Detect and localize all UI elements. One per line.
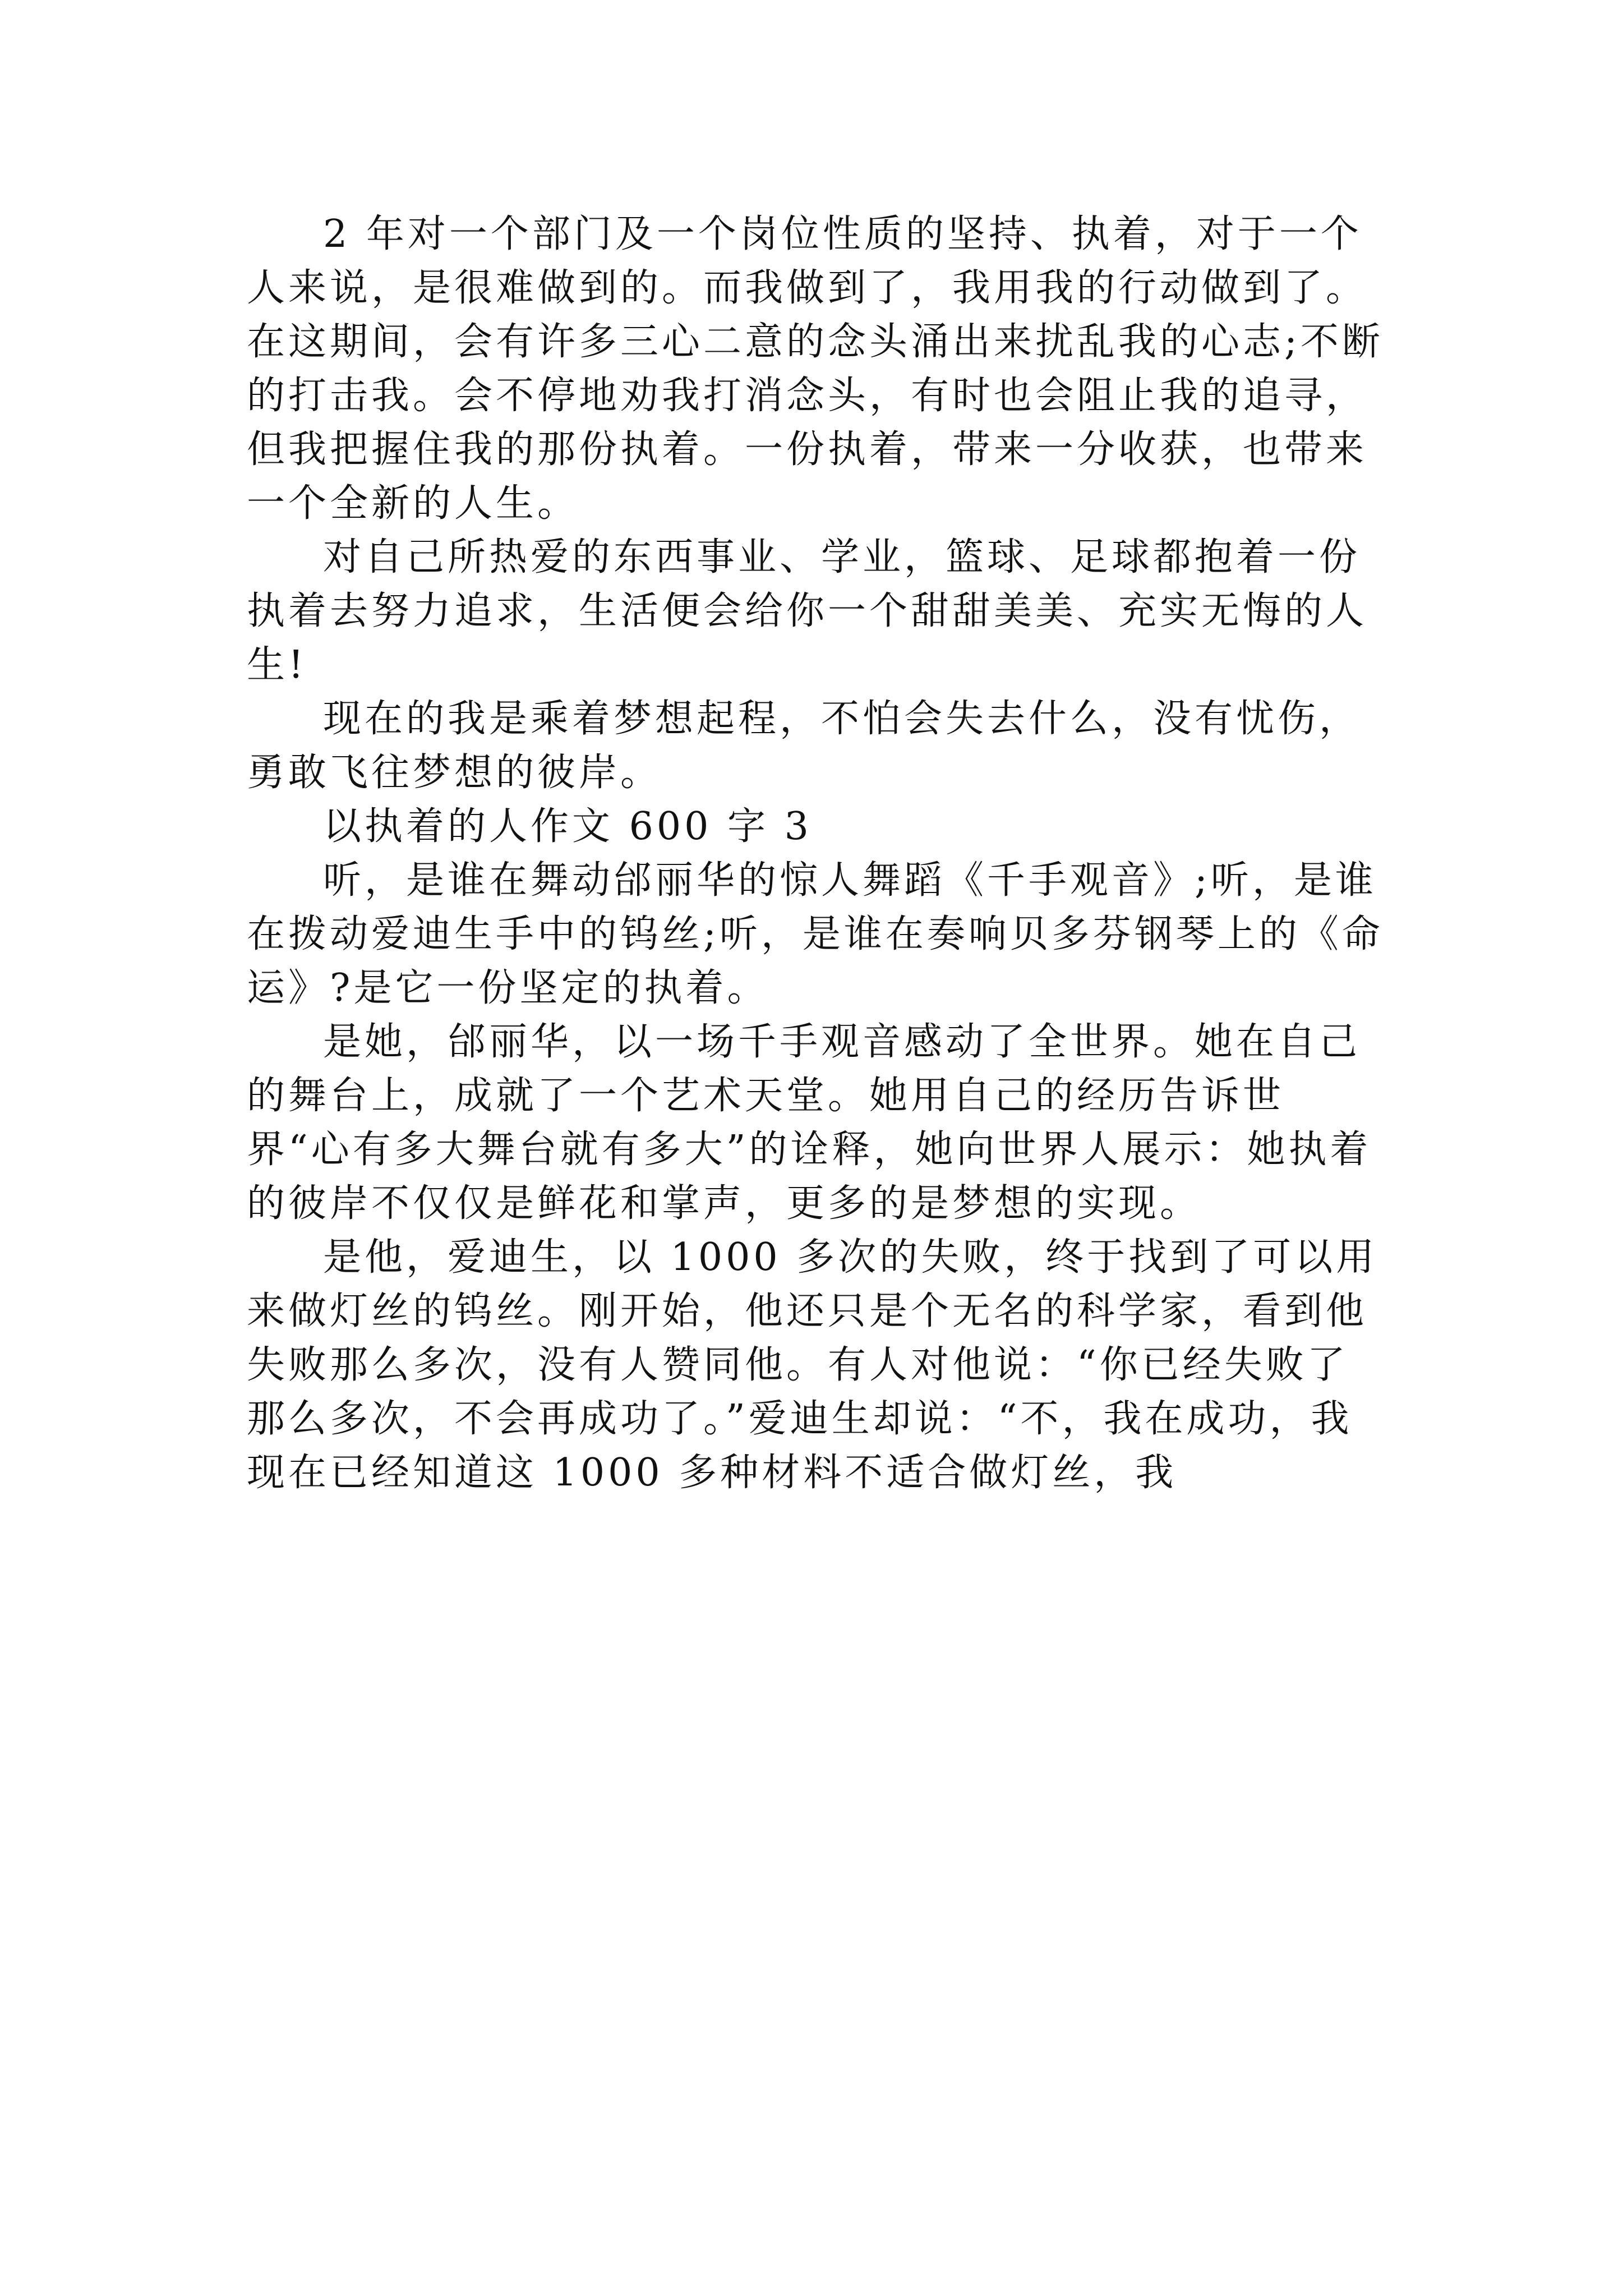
paragraph-dream: 现在的我是乘着梦想起程，不怕会失去什么，没有忧伤，勇敢飞往梦想的彼岸。: [247, 697, 1361, 795]
paragraph-persistence: 2 年对一个部门及一个岗位性质的坚持、执着，对于一个人来说，是很难做到的。而我做到了，我用我的行动做到了。在这期间，会有许多三心二意的念头涌出来扰乱我的心志;不断的打击我。会不停地劝我打消念头，有时也会阻止我的追寻，但我把握住我的那份执着。一份执着，带来一分收获，也带来一个全新的人生。: [247, 212, 1384, 526]
section-heading: 以执着的人作文 600 字 3: [323, 804, 812, 849]
paragraph-tai-lihua: 是她，邰丽华，以一场千手观音感动了全世界。她在自己的舞台上，成就了一个艺术天堂。她用自己的经历告诉世界“心有多大舞台就有多大”的诠释，她向世界人展示：她执着的彼岸不仅仅是鲜花和掌声，更多的是梦想的实现。: [247, 1020, 1372, 1226]
document-body: [247, 208, 1385, 1500]
paragraph-listen: 听，是谁在舞动邰丽华的惊人舞蹈《千手观音》;听，是谁在拨动爱迪生手中的钨丝;听，是谁在奏响贝多芬钢琴上的《命运》?是它一份坚定的执着。: [247, 858, 1384, 1010]
paragraph-edison: 是他，爱迪生，以 1000 多次的失败，终于找到了可以用来做灯丝的钨丝。刚开始，他还只是个无名的科学家，看到他失败那么多次，没有人赞同他。有人对他说：“你已经失败了那么多次，不会再成功了。”爱迪生却说：“不，我在成功，我现在已经知道这 1000 多种材料不适合做灯丝，我: [247, 1235, 1378, 1495]
paragraph-pursuit: 对自己所热爱的东西事业、学业，篮球、足球都抱着一份执着去努力追求，生活便会给你一个甜甜美美、充实无悔的人生!: [247, 535, 1368, 687]
